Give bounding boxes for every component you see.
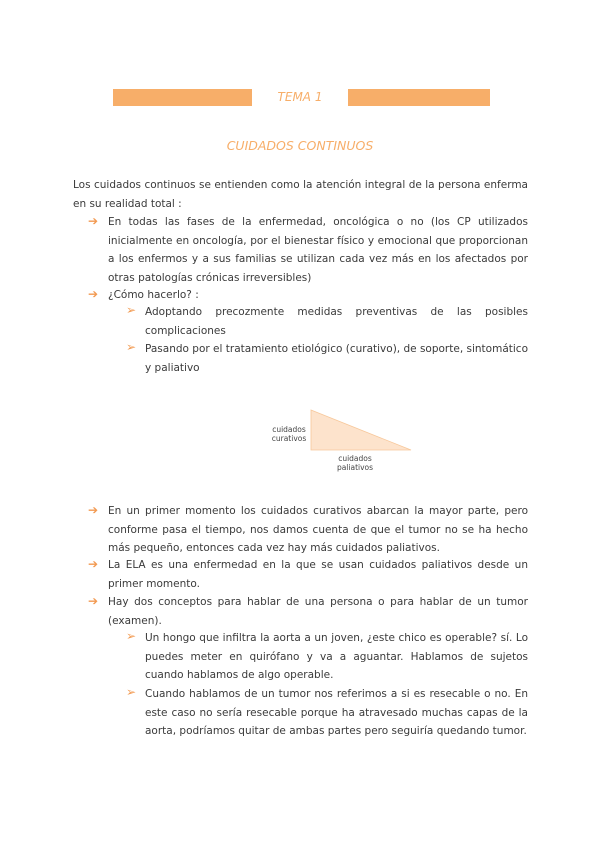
sub-bullet-treatment: Pasando por el tratamiento etiológico (curativo), de soporte, sintomático y paliativo bbox=[145, 343, 528, 374]
intro-paragraph: Los cuidados continuos se entienden como la atención integral de la persona enferma en su realidad total : bbox=[73, 179, 528, 210]
section-title: CUIDADOS CONTINUOS bbox=[226, 138, 374, 153]
diagram-label-curative: cuidados curativos bbox=[271, 425, 307, 443]
bullet-first-moment: En un primer momento los cuidados curativos abarcan la mayor parte, pero conforme pasa el tiempo, nos damos cuenta de que el tumor no se ha hecho más pequeño, entonces cada vez hay más cuidados paliativos. bbox=[108, 505, 528, 554]
triangle-bullet-icon: ➢ bbox=[126, 685, 137, 699]
care-triangle-shape bbox=[311, 410, 411, 450]
triangle-bullet-icon: ➢ bbox=[126, 303, 137, 317]
sub-bullet-resecable: Cuando hablamos de un tumor nos referimos a si es resecable o no. En este caso no sería resecable porque ha atravesado muchas capas de la aorta, podríamos quitar de ambas partes pero seguiría quedando tumor. bbox=[145, 688, 528, 737]
bullet-how: ¿Cómo hacerlo? : bbox=[108, 289, 199, 301]
title-banner bbox=[113, 89, 490, 106]
diagram-label-palliative: cuidados paliativos bbox=[336, 454, 374, 472]
title-bar-left bbox=[113, 89, 252, 106]
arrow-icon: ➔ bbox=[88, 287, 99, 301]
title-bar-right bbox=[348, 89, 490, 106]
arrow-icon: ➔ bbox=[88, 214, 99, 228]
bullet-concepts: Hay dos conceptos para hablar de una persona o para hablar de un tumor (examen). bbox=[108, 596, 528, 627]
bullet-phases: En todas las fases de la enfermedad, oncológica o no (los CP utilizados inicialmente en oncología, por el bienestar físico y emocional que proporcionan a los enfermos y a sus familias se utilizan cada vez más en los afectados por otras patologías crónicas irreversibles) bbox=[108, 216, 528, 284]
bullet-ela: La ELA es una enfermedad en la que se usan cuidados paliativos desde un primer momento. bbox=[108, 559, 528, 590]
sub-bullet-prevention: Adoptando precozmente medidas preventivas de las posibles complicaciones bbox=[145, 306, 528, 337]
arrow-icon: ➔ bbox=[88, 503, 99, 517]
page-title: TEMA 1 bbox=[277, 90, 323, 104]
sub-bullet-operable: Un hongo que infiltra la aorta a un joven, ¿este chico es operable? sí. Lo puedes meter en quirófano y va a aguantar. Hablamos de sujetos cuando hablamos de algo operable. bbox=[145, 632, 528, 681]
arrow-icon: ➔ bbox=[88, 557, 99, 571]
triangle-bullet-icon: ➢ bbox=[126, 340, 137, 354]
arrow-icon: ➔ bbox=[88, 594, 99, 608]
triangle-bullet-icon: ➢ bbox=[126, 629, 137, 643]
care-transition-diagram bbox=[265, 405, 415, 480]
